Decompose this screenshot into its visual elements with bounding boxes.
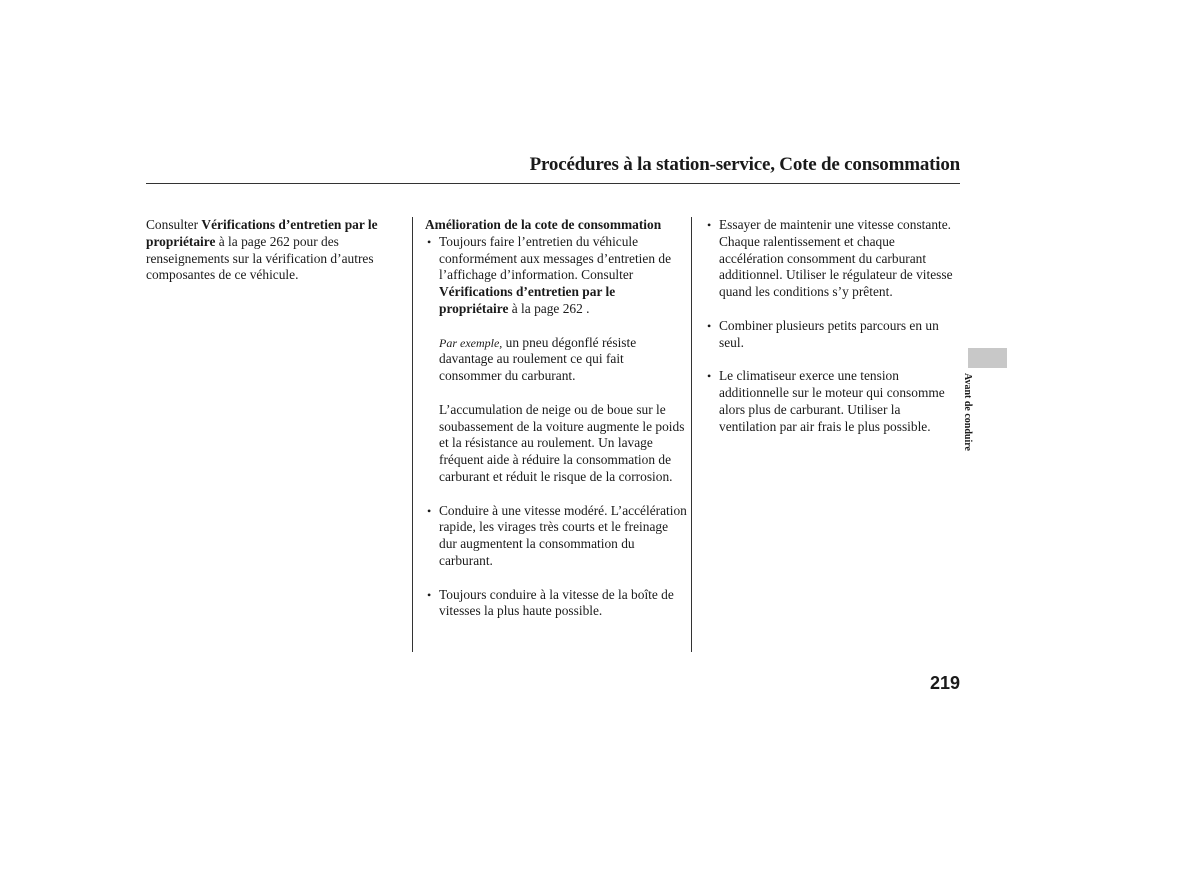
page-title: Procédures à la station-service, Cote de consommation	[529, 154, 960, 175]
column-3	[705, 217, 960, 435]
bullet-icon: •	[707, 218, 712, 232]
section-tab	[968, 348, 1007, 368]
list-item: • Le climatiseur exerce une tension additionnelle sur le moteur qui consomme alors plus de carburant. Utiliser la ventilation par air frais le plus possible.	[707, 368, 945, 434]
column-divider-right	[691, 217, 692, 652]
column-2	[425, 217, 687, 620]
list-item: • Conduire à une vitesse modéré. L’accélération rapide, les virages très courts et le freinage dur augmentent la consommation du carburant.	[427, 502, 687, 568]
intro-paragraph: Consulter Vérifications d’entretien par le propriétaire à la page 262 pour des renseignements sur la vérification d’autres composantes de ce véhicule.	[146, 217, 378, 283]
snow-paragraph: L’accumulation de neige ou de boue sur le soubassement de la voiture augmente le poids et la résistance au roulement. Un lavage fréquent aide à réduire la consommation de carburant et réduit le risque de la corrosion.	[439, 401, 685, 484]
section-tab-label: Avant de conduire	[962, 373, 973, 451]
list-item: • Toujours faire l’entretien du véhicule conformément aux messages d’entretien de l’affichage d’information. Consulter Vérifications d’entretien par le propriétaire à la page 262 .	[427, 233, 672, 316]
column-1	[146, 217, 396, 284]
maintenance-reference: Vérifications d’entretien par le propriétaire	[146, 217, 378, 249]
list-item: • Toujours conduire à la vitesse de la boîte de vitesses la plus haute possible.	[427, 586, 674, 619]
example-paragraph: Par exemple, un pneu dégonflé résiste davantage au roulement ce qui fait consommer du carburant.	[439, 334, 637, 384]
bullet-icon: •	[427, 587, 432, 602]
maintenance-reference: Vérifications d’entretien par le propriétaire	[439, 284, 616, 316]
section-heading: Amélioration de la cote de consommation	[425, 217, 662, 232]
bullet-icon: •	[707, 318, 712, 333]
bullet-icon: •	[427, 234, 432, 249]
page-number: 219	[929, 673, 960, 693]
bullet-icon: •	[427, 503, 432, 518]
list-item: • Essayer de maintenir une vitesse constante. Chaque ralentissement et chaque accélération consomment du carburant additionnel. Utiliser le régulateur de vitesse quand les conditions s’y prêtent.	[707, 217, 953, 300]
column-divider-left	[412, 217, 413, 652]
list-item: • Combiner plusieurs petits parcours en un seul.	[707, 317, 939, 350]
header-rule	[146, 183, 960, 184]
bullet-icon: •	[707, 369, 712, 384]
